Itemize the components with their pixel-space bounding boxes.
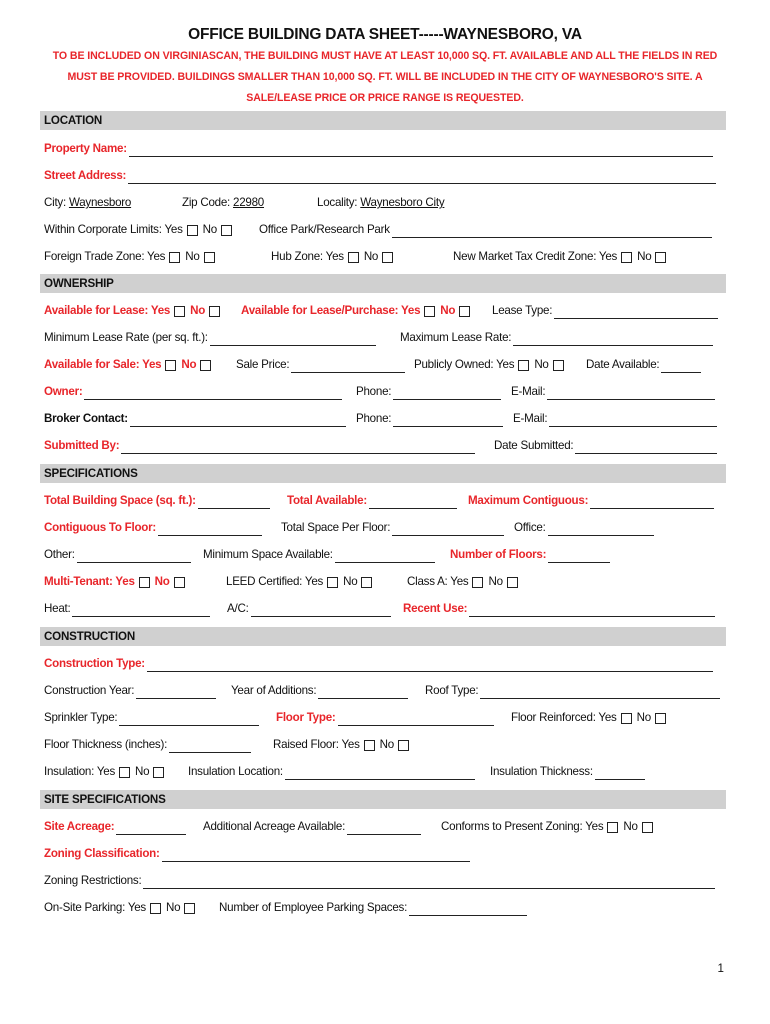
foreign-trade-label: Foreign Trade Zone: Yes [44,250,166,263]
row-acreage [44,818,726,835]
street-address-field[interactable] [128,171,716,184]
hub-zone-yes-checkbox[interactable] [348,252,359,263]
raised-floor-label: Raised Floor: Yes [273,738,360,751]
row-corporate-limits [44,221,726,238]
class-a-no-label: No [488,575,503,588]
additional-acreage-field[interactable] [347,822,421,835]
lease-type-label: Lease Type: [492,304,553,317]
insulation-no-checkbox[interactable] [153,767,164,778]
page-title: OFFICE BUILDING DATA SHEET-----WAYNESBORO, VA [188,26,582,43]
row-sale [44,356,726,373]
hub-zone-no-label: No [363,250,379,263]
recent-use-field[interactable] [469,604,715,617]
max-lease-label: Maximum Lease Rate: [400,331,512,344]
section-construction: CONSTRUCTION [40,627,726,646]
corporate-limits-no-label: No [202,223,217,236]
nmtc-yes-checkbox[interactable] [621,252,632,263]
employee-parking-field[interactable] [409,903,527,916]
row-zoning-class [44,845,726,862]
leed-yes-checkbox[interactable] [327,577,338,588]
avail-lease-no-label: No [190,304,206,317]
office-field[interactable] [548,523,654,536]
row-insulation [44,763,726,780]
row-zones [44,248,726,265]
date-submitted-field[interactable] [575,441,717,454]
ac-field[interactable] [251,604,391,617]
contiguous-floor-field[interactable] [158,523,262,536]
class-a-no-checkbox[interactable] [507,577,518,588]
publicly-owned-yes-checkbox[interactable] [518,360,529,371]
zoning-class-field[interactable] [162,849,470,862]
total-available-label: Total Available: [287,494,367,507]
owner-field[interactable] [84,387,342,400]
locality-label: Locality: [317,196,358,209]
conforms-zoning-no-label: No [623,820,638,833]
max-lease-field[interactable] [513,333,713,346]
locality-value[interactable]: Waynesboro City [360,196,445,209]
submitted-by-label: Submitted By: [44,439,120,452]
sprinkler-field[interactable] [119,713,259,726]
publicly-owned-no-label: No [534,358,549,371]
employee-parking-label: Number of Employee Parking Spaces: [219,901,408,914]
additional-acreage-label: Additional Acreage Available: [203,820,346,833]
min-space-label: Minimum Space Available: [203,548,333,561]
owner-email-label: E-Mail: [511,385,546,398]
avail-lease-purchase-no-label: No [440,304,456,317]
multi-tenant-yes-checkbox[interactable] [139,577,150,588]
publicly-owned-label: Publicly Owned: Yes [414,358,515,371]
num-floors-field[interactable] [548,550,610,563]
heat-label: Heat: [44,602,71,615]
leed-no-label: No [343,575,358,588]
conforms-zoning-label: Conforms to Present Zoning: Yes [441,820,604,833]
additions-field[interactable] [318,686,408,699]
total-per-floor-label: Total Space Per Floor: [281,521,391,534]
section-site-specifications: SITE SPECIFICATIONS [40,790,726,809]
avail-sale-label: Available for Sale: Yes [44,358,162,371]
property-name-field[interactable] [129,144,713,157]
construction-year-label: Construction Year: [44,684,135,697]
parking-no-label: No [165,901,181,914]
site-acreage-label: Site Acreage: [44,820,115,833]
avail-sale-no-label: No [181,358,197,371]
max-contiguous-field[interactable] [590,496,714,509]
row-submitted [44,437,726,454]
avail-sale-yes-checkbox[interactable] [165,360,176,371]
row-availability-lease [44,302,726,319]
additions-label: Year of Additions: [231,684,317,697]
heat-field[interactable] [72,604,210,617]
raised-floor-no-checkbox[interactable] [398,740,409,751]
floor-reinforced-label: Floor Reinforced: Yes [511,711,617,724]
recent-use-label: Recent Use: [403,602,468,615]
avail-lease-label: Available for Lease: Yes [44,304,171,317]
submitted-by-field[interactable] [121,441,475,454]
min-space-field[interactable] [335,550,435,563]
avail-lease-purchase-yes-checkbox[interactable] [424,306,435,317]
hub-zone-label: Hub Zone: Yes [271,250,344,263]
date-available-label: Date Available: [586,358,660,371]
row-owner [44,383,726,400]
leed-label: LEED Certified: Yes [226,575,324,588]
floor-reinforced-yes-checkbox[interactable] [621,713,632,724]
avail-lease-purchase-label: Available for Lease/Purchase: Yes [241,304,421,317]
sale-price-label: Sale Price: [236,358,290,371]
insulation-yes-checkbox[interactable] [119,767,130,778]
total-space-label: Total Building Space (sq. ft.): [44,494,196,507]
lease-type-field[interactable] [554,306,718,319]
leed-no-checkbox[interactable] [361,577,372,588]
min-lease-label: Minimum Lease Rate (per sq. ft.): [44,331,208,344]
row-broker [44,410,726,427]
required-notice: TO BE INCLUDED ON VIRGINIASCAN, THE BUILDING MUST HAVE AT LEAST 10,000 SQ. FT. AVAILABLE AND ALL THE FIELDS IN RED MUST BE PROVIDED. BUILDINGS SMALLER THAN 10,000 SQ. FT. WILL BE INCLUDED IN THE CITY OF WAYNESBORO'S SITE. A SALE/LEASE PRICE OR PRICE RANGE IS REQUESTED. [52,50,718,104]
avail-lease-no-checkbox[interactable] [209,306,220,317]
publicly-owned-no-checkbox[interactable] [553,360,564,371]
row-street-address [44,167,726,184]
num-floors-label: Number of Floors: [450,548,547,561]
insulation-location-label: Insulation Location: [188,765,283,778]
corporate-limits-label: Within Corporate Limits: Yes [44,223,183,236]
floor-thickness-field[interactable] [169,740,251,753]
section-ownership: OWNERSHIP [40,274,726,293]
foreign-trade-yes-checkbox[interactable] [169,252,180,263]
multi-tenant-no-checkbox[interactable] [174,577,185,588]
raised-floor-yes-checkbox[interactable] [364,740,375,751]
total-available-field[interactable] [369,496,457,509]
corporate-limits-yes-checkbox[interactable] [187,225,198,236]
insulation-location-field[interactable] [285,767,475,780]
broker-email-field[interactable] [549,414,717,427]
row-hvac [44,600,726,617]
other-label: Other: [44,548,75,561]
row-tenant [44,573,726,590]
parking-no-checkbox[interactable] [184,903,195,914]
ac-label: A/C: [227,602,249,615]
avail-lease-yes-checkbox[interactable] [174,306,185,317]
class-a-label: Class A: Yes [407,575,469,588]
insulation-label: Insulation: Yes [44,765,116,778]
property-name-label: Property Name: [44,142,127,155]
date-available-field[interactable] [661,360,701,373]
section-specifications: SPECIFICATIONS [40,464,726,483]
date-submitted-label: Date Submitted: [494,439,574,452]
floor-reinforced-no-label: No [636,711,651,724]
insulation-thickness-field[interactable] [595,767,645,780]
roof-type-label: Roof Type: [425,684,479,697]
roof-type-field[interactable] [480,686,720,699]
class-a-yes-checkbox[interactable] [472,577,483,588]
nmtc-label: New Market Tax Credit Zone: Yes [453,250,618,263]
row-space [44,492,726,509]
min-lease-field[interactable] [210,333,376,346]
office-park-label: Office Park/Research Park [259,223,390,236]
site-acreage-field[interactable] [116,822,186,835]
row-floor-thickness [44,736,726,753]
raised-floor-no-label: No [379,738,394,751]
broker-field[interactable] [130,414,346,427]
row-parking [44,899,726,916]
avail-lease-purchase-no-checkbox[interactable] [459,306,470,317]
row-construction-year [44,682,726,699]
zoning-restrictions-label: Zoning Restrictions: [44,874,142,887]
owner-phone-field[interactable] [393,387,501,400]
sale-price-field[interactable] [291,360,405,373]
foreign-trade-no-checkbox[interactable] [204,252,215,263]
broker-phone-field[interactable] [393,414,503,427]
zip-value[interactable]: 22980 [233,196,265,209]
construction-type-field[interactable] [147,659,713,672]
construction-type-label: Construction Type: [44,657,145,670]
floor-type-label: Floor Type: [276,711,336,724]
max-contiguous-label: Maximum Contiguous: [468,494,589,507]
page-number: 1 [717,962,724,975]
office-park-field[interactable] [392,225,712,238]
broker-label: Broker Contact: [44,412,128,425]
row-sprinkler [44,709,726,726]
zip-label: Zip Code: [182,196,231,209]
floor-thickness-label: Floor Thickness (inches): [44,738,168,751]
city-label: City: [44,196,66,209]
insulation-no-label: No [135,765,150,778]
contiguous-floor-label: Contiguous To Floor: [44,521,156,534]
owner-label: Owner: [44,385,83,398]
broker-phone-label: Phone: [356,412,392,425]
foreign-trade-no-label: No [185,250,200,263]
total-per-floor-field[interactable] [392,523,504,536]
avail-sale-no-checkbox[interactable] [200,360,211,371]
multi-tenant-no-label: No [154,575,170,588]
row-other-space [44,546,726,563]
parking-label: On-Site Parking: Yes [44,901,146,914]
row-floor-space [44,519,726,536]
broker-email-label: E-Mail: [513,412,548,425]
row-zoning-restrictions [44,872,726,889]
city-value[interactable]: Waynesboro [68,196,132,209]
sprinkler-label: Sprinkler Type: [44,711,118,724]
conforms-zoning-no-checkbox[interactable] [642,822,653,833]
row-construction-type [44,655,726,672]
floor-reinforced-no-checkbox[interactable] [655,713,666,724]
nmtc-no-checkbox[interactable] [655,252,666,263]
owner-phone-label: Phone: [356,385,392,398]
section-location: LOCATION [40,111,726,130]
nmtc-no-label: No [637,250,652,263]
zoning-class-label: Zoning Classification: [44,847,160,860]
street-address-label: Street Address: [44,169,127,182]
conforms-zoning-yes-checkbox[interactable] [607,822,618,833]
zoning-restrictions-field[interactable] [143,876,715,889]
other-field[interactable] [77,550,191,563]
insulation-thickness-label: Insulation Thickness: [490,765,593,778]
row-lease-rates [44,329,726,346]
corporate-limits-no-checkbox[interactable] [221,225,232,236]
parking-yes-checkbox[interactable] [150,903,161,914]
construction-year-field[interactable] [136,686,216,699]
hub-zone-no-checkbox[interactable] [382,252,393,263]
row-property-name [44,140,726,157]
floor-type-field[interactable] [338,713,494,726]
total-space-field[interactable] [198,496,270,509]
multi-tenant-label: Multi-Tenant: Yes [44,575,135,588]
row-city [44,194,726,211]
owner-email-field[interactable] [547,387,715,400]
office-label: Office: [514,521,546,534]
